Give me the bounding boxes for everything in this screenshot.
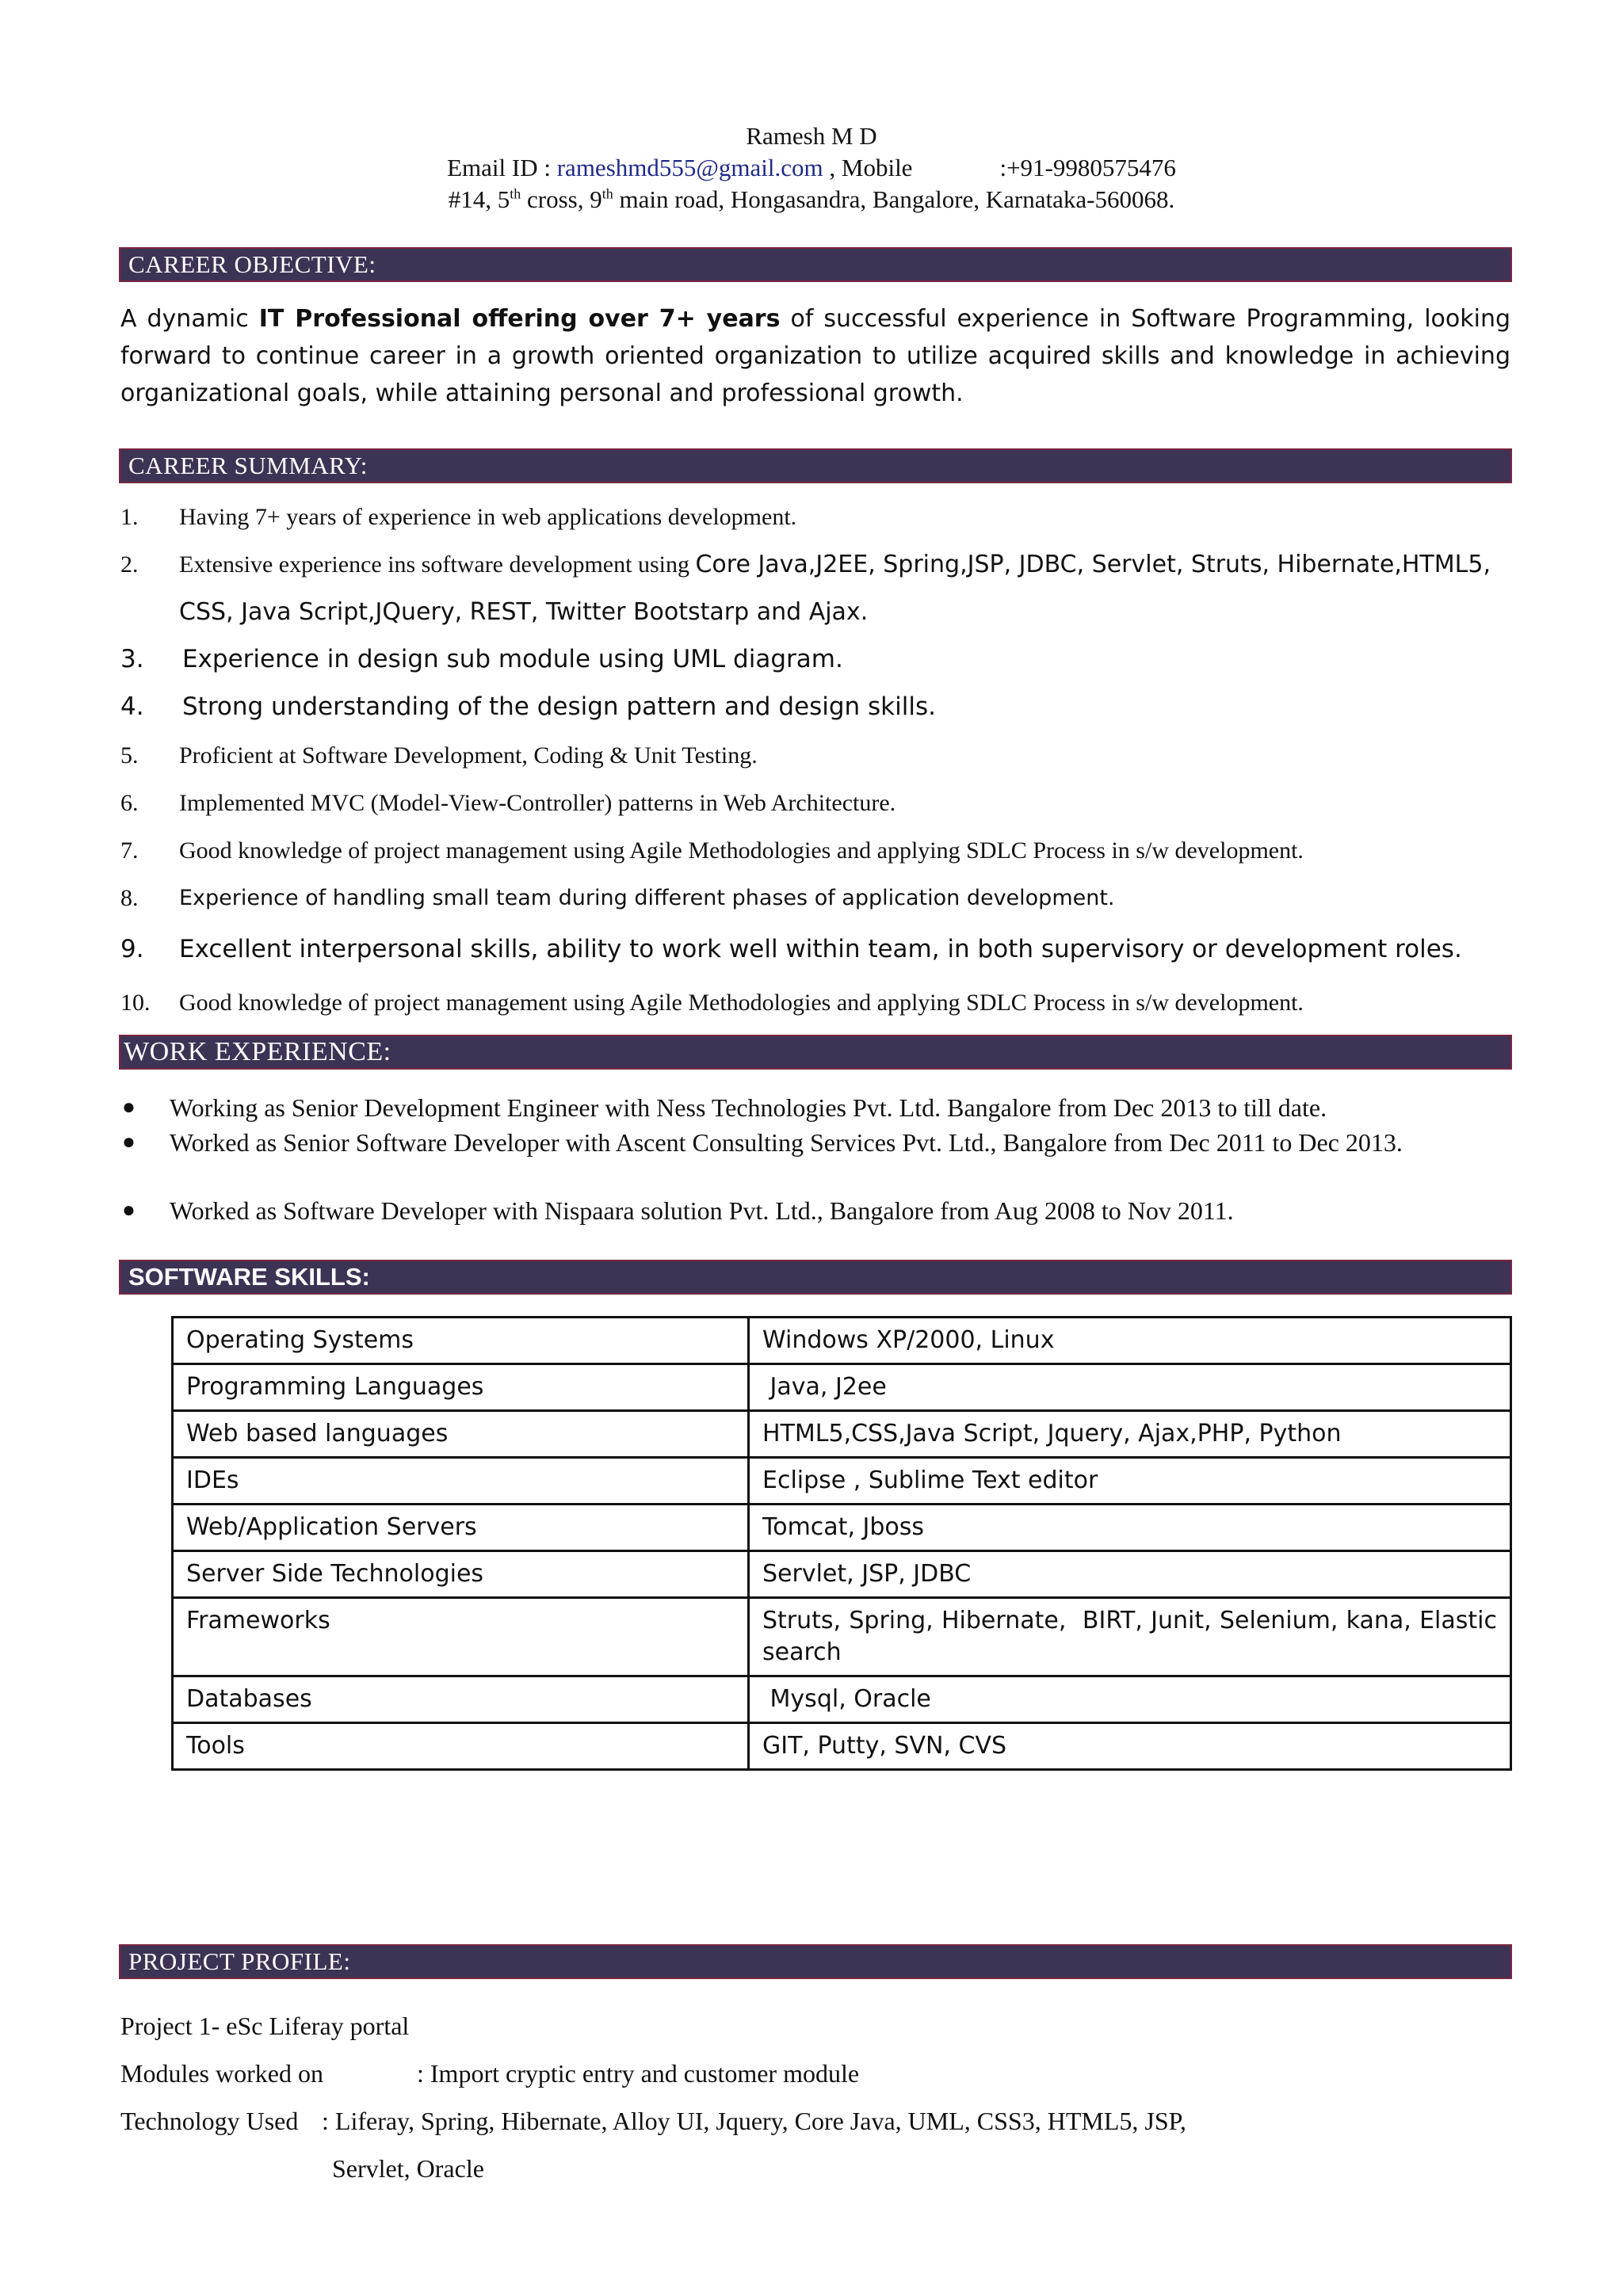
address-text: cross, 9: [521, 185, 602, 213]
skills-row: [173, 1318, 1511, 1364]
summary-number: 9.: [120, 935, 144, 963]
skills-table-body: [173, 1318, 1511, 1770]
work-item: [122, 1126, 1512, 1159]
software-skills-heading: SOFTWARE SKILLS:: [119, 1260, 1512, 1295]
career-objective-heading: CAREER OBJECTIVE:: [119, 247, 1512, 282]
skill-values: Windows XP/2000, Linux: [749, 1318, 1511, 1364]
career-summary-heading: CAREER SUMMARY:: [119, 448, 1512, 483]
technology-label: Technology Used: [120, 2107, 299, 2135]
summary-number: 2.: [120, 551, 139, 578]
technology-value: : Liferay, Spring, Hibernate, Alloy UI, Jquery, Core Java, UML, CSS3, HTML5, JSP,: [322, 2107, 1186, 2135]
summary-text: Proficient at Software Development, Coding & Unit Testing.: [179, 742, 758, 769]
work-item: [122, 1091, 1512, 1124]
summary-number: 8.: [120, 885, 139, 911]
objective-text: A dynamic: [120, 305, 259, 333]
modules-label: Modules worked on: [120, 2059, 323, 2088]
summary-text-serif: Extensive experience ins software development using: [179, 551, 696, 578]
summary-text: Experience of handling small team during different phases of application development.: [179, 886, 1115, 910]
skill-values: GIT, Putty, SVN, CVS: [749, 1723, 1511, 1770]
work-text: Worked as Software Developer with Nispaara solution Pvt. Ltd., Bangalore from Aug 2008 to Nov 2011.: [170, 1196, 1234, 1225]
modules-value: : Import cryptic entry and customer module: [417, 2059, 860, 2088]
project-technology: [120, 2104, 1186, 2138]
address-sup: th: [510, 185, 521, 202]
skills-table: [171, 1316, 1512, 1771]
skills-row: [173, 1598, 1511, 1676]
skill-category: Frameworks: [173, 1598, 749, 1676]
summary-text: Implemented MVC (Model-View-Controller) patterns in Web Architecture.: [179, 790, 896, 816]
skill-category: Web/Application Servers: [173, 1505, 749, 1551]
work-item: [122, 1194, 1512, 1227]
summary-number: 10.: [120, 990, 151, 1016]
summary-number: 7.: [120, 837, 139, 864]
address-line: [0, 184, 1623, 215]
skills-row: [173, 1364, 1511, 1411]
summary-number: 3.: [120, 645, 144, 673]
skill-category: Programming Languages: [173, 1364, 749, 1411]
skills-row: [173, 1458, 1511, 1505]
email-link[interactable]: rameshmd555@gmail.com: [556, 154, 823, 181]
skill-category: Databases: [173, 1676, 749, 1723]
bullet-icon: ●: [122, 1198, 136, 1222]
summary-text-sans: Core Java,J2EE, Spring,JSP, JDBC, Servlet, Struts, Hibernate,HTML5, CSS, Java Script,JQuery, REST, Twitter Bootstarp and Ajax.: [179, 551, 1491, 626]
address-text: main road, Hongasandra, Bangalore, Karnataka-560068.: [613, 185, 1175, 213]
skill-category: Tools: [173, 1723, 749, 1770]
skill-values: Eclipse , Sublime Text editor: [749, 1458, 1511, 1505]
skill-values: Mysql, Oracle: [749, 1676, 1511, 1723]
summary-text: Having 7+ years of experience in web applications development.: [179, 504, 797, 530]
project-technology-continued: Servlet, Oracle: [332, 2154, 484, 2183]
summary-text: [179, 541, 1515, 636]
mobile-label: , Mobile: [823, 154, 913, 181]
skills-row: [173, 1505, 1511, 1551]
skills-row: [173, 1723, 1511, 1770]
contact-line: [0, 152, 1623, 184]
skill-values: Tomcat, Jboss: [749, 1505, 1511, 1551]
email-label: Email ID :: [447, 154, 557, 181]
work-text: Worked as Senior Software Developer with Ascent Consulting Services Pvt. Ltd., Bangalore from Dec 2011 to Dec 2013.: [170, 1128, 1403, 1157]
skill-values: Servlet, JSP, JDBC: [749, 1551, 1511, 1598]
project-profile-heading: PROJECT PROFILE:: [119, 1944, 1512, 1979]
summary-text: Strong understanding of the design pattern and design skills.: [182, 692, 936, 721]
summary-text: Good knowledge of project management using Agile Methodologies and applying SDLC Process in s/w development.: [179, 837, 1304, 864]
skill-values: Java, J2ee: [749, 1364, 1511, 1411]
summary-number: 1.: [120, 504, 139, 530]
skill-values: Struts, Spring, Hibernate, BIRT, Junit, Selenium, kana, Elastic search: [749, 1598, 1511, 1676]
mobile-number: :+91-9980575476: [999, 154, 1176, 181]
summary-number: 5.: [120, 742, 139, 769]
project-title: Project 1- eSc Liferay portal: [120, 2012, 410, 2040]
project-modules: [120, 2057, 860, 2090]
skill-category: IDEs: [173, 1458, 749, 1505]
address-sup: th: [601, 185, 613, 202]
skill-category: Web based languages: [173, 1411, 749, 1458]
skills-row: [173, 1551, 1511, 1598]
summary-number: 4.: [120, 692, 144, 721]
work-text: Working as Senior Development Engineer with Ness Technologies Pvt. Ltd. Bangalore from Dec 2013 to till date.: [170, 1093, 1327, 1122]
summary-number: 6.: [120, 790, 139, 816]
bullet-icon: ●: [122, 1095, 136, 1119]
summary-text: Experience in design sub module using UML diagram.: [182, 645, 843, 673]
candidate-name: Ramesh M D: [746, 122, 877, 150]
summary-text: Excellent interpersonal skills, ability to work well within team, in both supervisory or development roles.: [179, 935, 1462, 963]
skill-values: HTML5,CSS,Java Script, Jquery, Ajax,PHP, Python: [749, 1411, 1511, 1458]
bullet-icon: ●: [122, 1130, 136, 1154]
career-objective-text: [120, 300, 1510, 412]
address-text: #14, 5: [448, 185, 510, 213]
objective-bold-text: IT Professional offering over 7+ years: [258, 305, 781, 333]
skill-category: Server Side Technologies: [173, 1551, 749, 1598]
skills-row: [173, 1411, 1511, 1458]
skills-row: [173, 1676, 1511, 1723]
summary-text: Good knowledge of project management using Agile Methodologies and applying SDLC Process in s/w development.: [179, 990, 1304, 1016]
skill-category: Operating Systems: [173, 1318, 749, 1364]
objective-text: of successful experience in Software Programming, looking forward to continue career in a growth oriented organization to utilize acquired skills and knowledge in achieving organizational goals, while attaining personal and professional growth.: [120, 305, 1510, 407]
work-experience-heading: WORK EXPERIENCE:: [119, 1035, 1512, 1070]
